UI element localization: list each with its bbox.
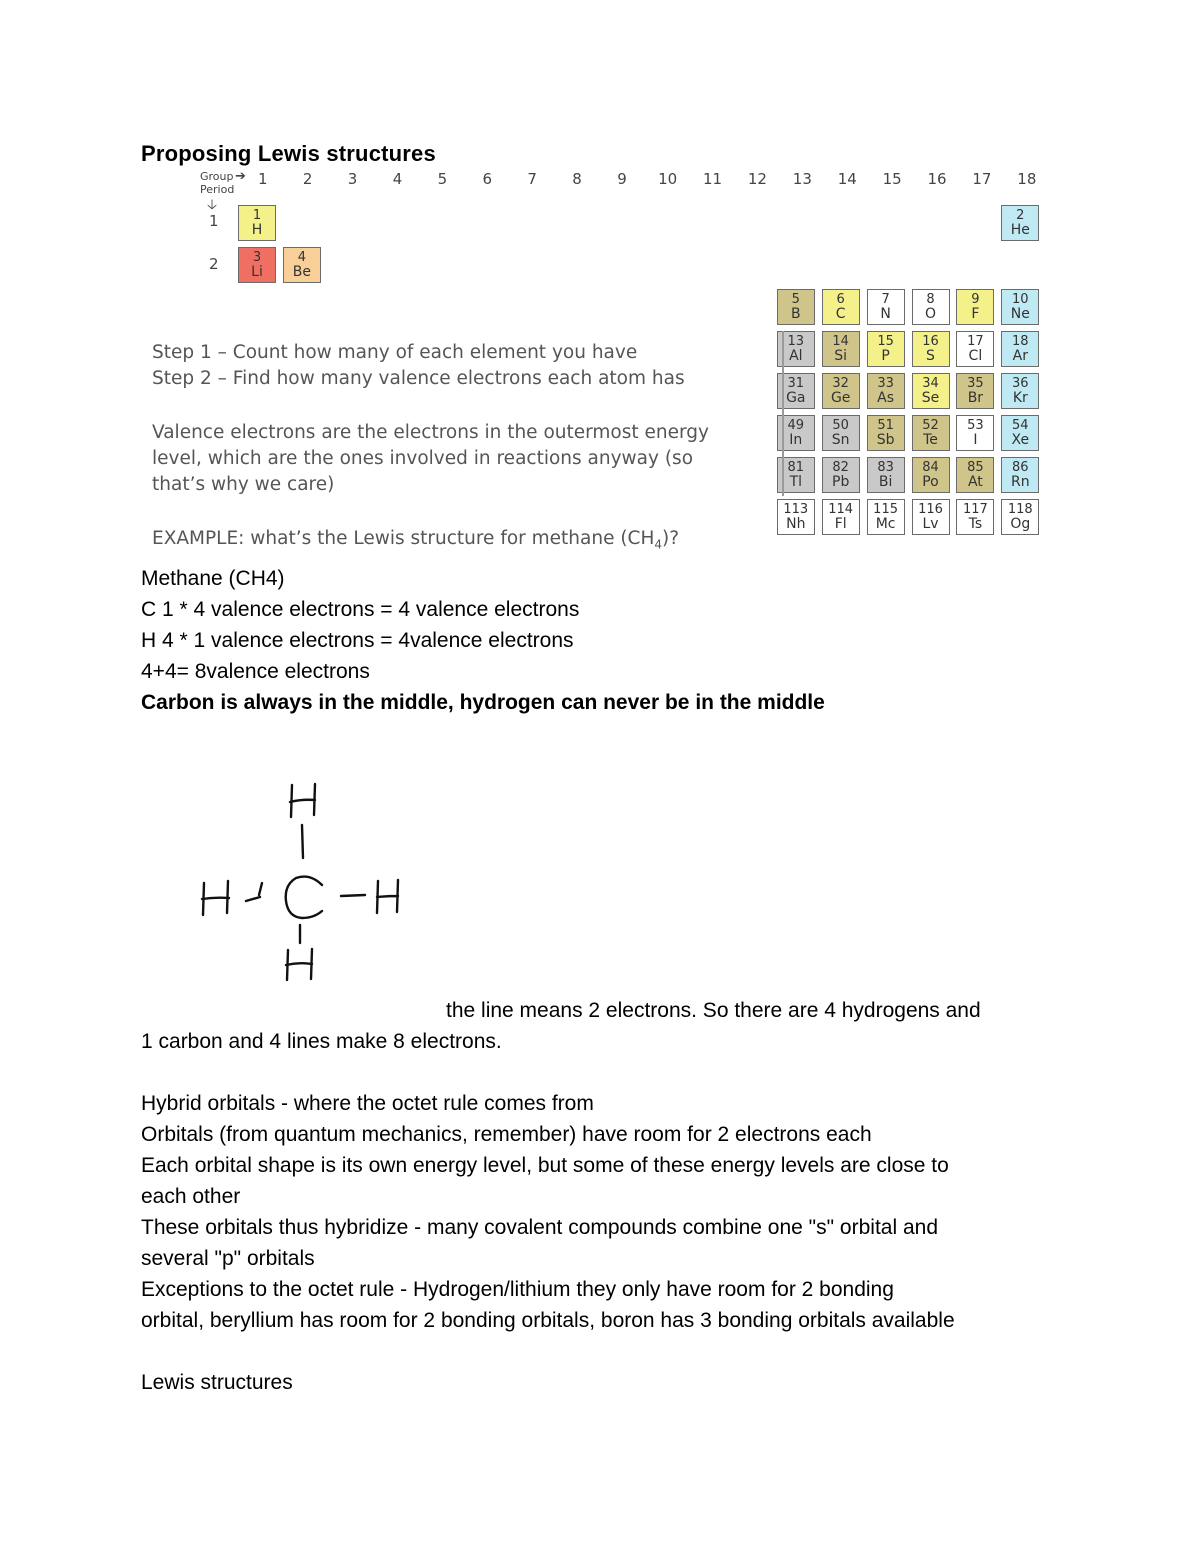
element-symbol: Li [251,264,263,280]
element-cell [822,373,860,409]
element-cell [1001,331,1039,367]
hybrid-line-1: Hybrid orbitals - where the octet rule comes from [141,1092,594,1115]
group-number: 8 [572,170,582,188]
element-symbol: As [877,390,895,406]
element-cell [822,415,860,451]
explanation-line-2: 1 carbon and 4 lines make 8 electrons. [141,1030,502,1053]
element-cell [1001,289,1039,325]
element-cell [777,289,815,325]
valence-line-1: Valence electrons are the electrons in the outermost energy [152,422,709,443]
element-symbol: Lv [922,516,939,532]
group-number: 13 [792,170,812,188]
element-symbol: O [924,306,937,322]
lewis-structures-heading: Lewis structures [141,1371,293,1394]
element-symbol: Sb [876,432,895,448]
element-cell [912,499,950,535]
atomic-number: 34 [922,376,939,391]
atomic-number: 31 [787,376,805,391]
element-symbol: Cl [968,348,983,364]
atomic-number: 116 [918,502,943,517]
element-cell [822,331,860,367]
element-symbol: C [835,306,846,322]
element-symbol: N [880,306,891,322]
valence-line-3: that’s why we care) [152,474,335,495]
group-number: 2 [302,170,313,188]
element-cell [1001,415,1039,451]
element-symbol: At [967,474,983,490]
group-number: 12 [747,170,767,188]
element-symbol: Nh [786,516,806,532]
atomic-number: 6 [836,292,845,307]
group-number: 14 [837,170,857,188]
element-symbol: Ge [830,390,851,406]
group-arrow-icon: ➔ [235,169,246,184]
element-symbol: Te [923,432,938,448]
valence-line-2: level, which are the ones involved in reactions anyway (so [152,448,694,469]
group-number: 18 [1017,170,1037,188]
element-symbol: Si [834,348,848,364]
hybrid-line-4: each other [141,1185,241,1208]
group-number: 3 [347,170,358,188]
atomic-number: 17 [967,334,984,349]
methane-lewis-drawing [190,775,420,985]
hybrid-line-3: Each orbital shape is its own energy level, but some of these energy levels are close to [141,1154,949,1177]
element-symbol: Ne [1010,306,1030,322]
atomic-number: 54 [1012,418,1029,433]
element-symbol: Kr [1012,390,1028,406]
group-number: 1 [258,170,268,188]
atomic-number: 2 [1016,208,1025,223]
table-separator [782,331,784,496]
element-cell [867,373,905,409]
group-number: 17 [972,170,992,188]
methane-line-1: Methane (CH4) [141,567,285,590]
example-question [152,526,679,558]
element-symbol: Ts [968,516,983,532]
atomic-number: 49 [787,418,805,433]
element-cell [867,499,905,535]
group-label: Group [200,170,234,183]
period-number: 1 [209,212,219,230]
atomic-number: 81 [787,460,805,475]
element-cell [956,415,994,451]
hybrid-line-6: several "p" orbitals [141,1247,315,1270]
element-cell [956,331,994,367]
atomic-number: 13 [787,334,805,349]
element-cell [912,415,950,451]
example-text: EXAMPLE: what’s the Lewis structure for methane (CH [152,528,655,549]
element-symbol: Ar [1012,348,1028,364]
element-symbol: In [789,432,803,448]
element-symbol: Fl [834,516,847,532]
group-number: 10 [658,170,678,188]
atomic-number: 35 [967,376,984,391]
atomic-number: 33 [877,376,894,391]
group-number: 7 [527,170,537,188]
atomic-number: 15 [877,334,894,349]
element-cell [238,247,276,283]
element-symbol: He [1010,222,1030,238]
element-symbol: Bi [878,474,893,490]
hybrid-line-8: orbital, beryllium has room for 2 bonding orbitals, boron has 3 bonding orbitals available [141,1309,955,1332]
step-2: Step 2 – Find how many valence electrons each atom has [152,368,685,389]
element-cell [956,289,994,325]
element-cell [956,373,994,409]
element-symbol: Se [921,390,940,406]
atomic-number: 1 [252,208,262,223]
element-cell [867,289,905,325]
element-symbol: S [926,348,935,364]
hybrid-line-5: These orbitals thus hybridize - many covalent compounds combine one "s" orbital and [141,1216,938,1239]
element-symbol: Mc [875,516,896,532]
atomic-number: 51 [877,418,894,433]
element-cell [956,457,994,493]
element-symbol: B [790,306,801,322]
element-cell [283,247,321,283]
methane-rule: Carbon is always in the middle, hydrogen can never be in the middle [141,691,825,714]
element-symbol: Og [1010,516,1031,532]
element-symbol: Xe [1011,432,1030,448]
atomic-number: 114 [828,502,854,517]
explanation-line-1: the line means 2 electrons. So there are 4 hydrogens and [446,999,981,1022]
page-title: Proposing Lewis structures [141,141,436,166]
atomic-number: 32 [832,376,849,391]
period-arrow-icon: 🡣 [207,197,218,213]
atomic-number: 85 [967,460,984,475]
atomic-number: 8 [926,292,935,307]
element-symbol: I [973,432,978,448]
element-symbol: Be [292,264,311,280]
atomic-number: 82 [832,460,849,475]
group-number: 4 [392,170,403,188]
element-symbol: Sn [831,432,850,448]
atomic-number: 84 [922,460,939,475]
atomic-number: 52 [922,418,939,433]
atomic-number: 4 [297,250,307,265]
methane-line-3: H 4 * 1 valence electrons = 4valence electrons [141,629,574,652]
element-cell [822,289,860,325]
atomic-number: 16 [922,334,939,349]
methane-line-2: C 1 * 4 valence electrons = 4 valence electrons [141,598,580,621]
element-symbol: Pb [832,474,850,490]
element-symbol: P [881,348,890,364]
atomic-number: 5 [791,292,800,307]
atomic-number: 9 [971,292,980,307]
group-number: 9 [617,170,627,188]
example-end: )? [662,528,680,549]
element-cell [1001,457,1039,493]
element-symbol: Ga [786,390,806,406]
element-symbol: Br [967,390,984,406]
atomic-number: 117 [962,502,988,517]
element-cell [912,331,950,367]
element-cell [1001,205,1039,241]
group-number: 5 [437,170,448,188]
element-cell [1001,499,1039,535]
element-cell [912,457,950,493]
atomic-number: 53 [967,418,984,433]
step-1: Step 1 – Count how many of each element you have [152,342,638,363]
atomic-number: 83 [877,460,894,475]
element-symbol: Po [922,474,939,490]
element-cell [867,457,905,493]
group-number: 11 [703,170,723,188]
group-number: 6 [482,170,493,188]
atomic-number: 115 [873,502,898,517]
example-subscript: 4 [654,537,663,552]
element-cell [867,415,905,451]
period-label: Period [200,183,235,196]
atomic-number: 7 [881,292,890,307]
methane-line-4: 4+4= 8valence electrons [141,660,370,683]
element-symbol: Rn [1010,474,1030,490]
hybrid-line-2: Orbitals (from quantum mechanics, remember) have room for 2 electrons each [141,1123,872,1146]
element-cell [777,499,815,535]
element-symbol: F [971,306,980,322]
atomic-number: 10 [1012,292,1029,307]
group-number: 16 [927,170,947,188]
group-number: 15 [882,170,902,188]
atomic-number: 50 [832,418,849,433]
element-symbol: H [251,222,263,238]
element-cell [1001,373,1039,409]
atomic-number: 118 [1007,502,1033,517]
element-cell [238,205,276,241]
element-cell [867,331,905,367]
element-cell [822,499,860,535]
element-cell [912,373,950,409]
element-cell [956,499,994,535]
atomic-number: 14 [832,334,849,349]
element-symbol: Tl [789,474,803,490]
atomic-number: 3 [252,250,262,265]
period-number: 2 [209,255,219,273]
atomic-number: 36 [1012,376,1029,391]
element-cell [822,457,860,493]
atomic-number: 86 [1012,460,1029,475]
atomic-number: 18 [1012,334,1029,349]
element-cell [912,289,950,325]
hybrid-line-7: Exceptions to the octet rule - Hydrogen/lithium they only have room for 2 bonding [141,1278,894,1301]
element-symbol: Al [789,348,803,364]
atomic-number: 113 [783,502,809,517]
